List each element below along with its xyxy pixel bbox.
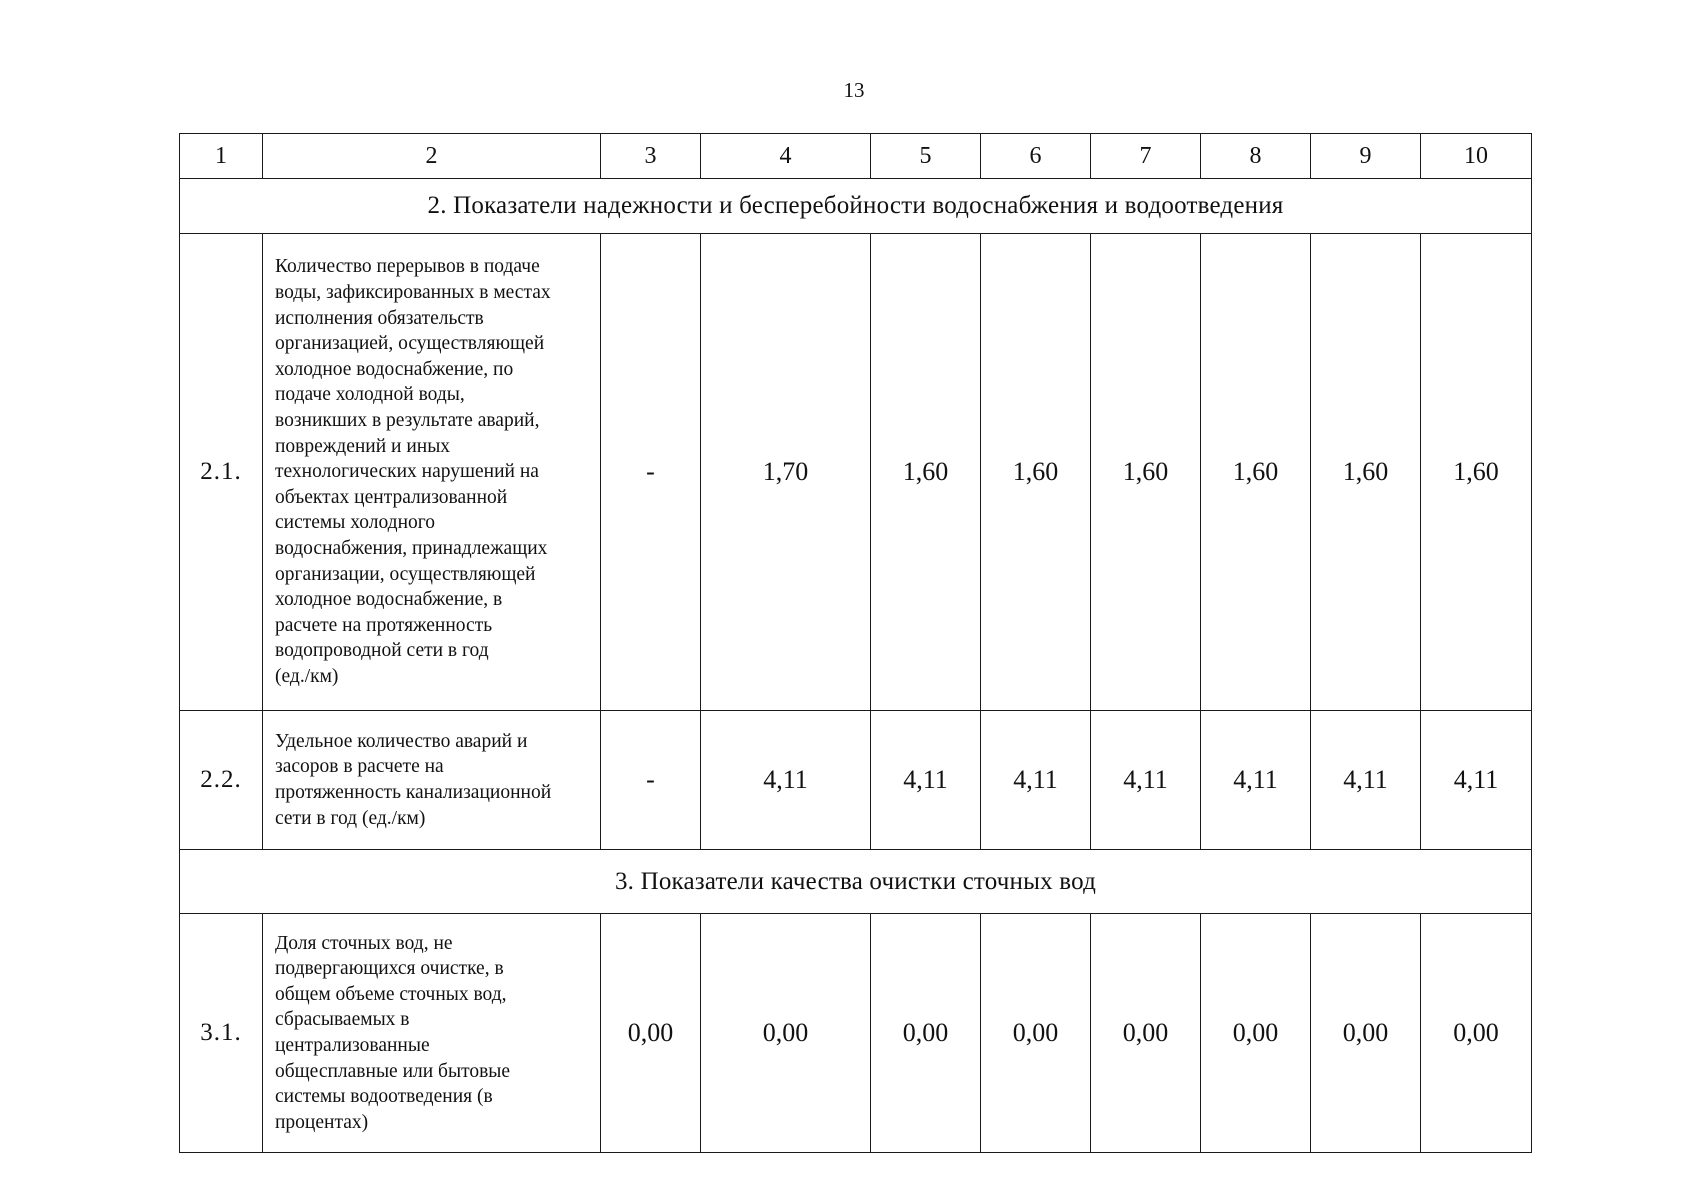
section-title: 2. Показатели надежности и бесперебойности водоснабжения и водоотведения [180, 179, 1532, 234]
value-cell: 0,00 [871, 914, 981, 1153]
column-number: 5 [871, 134, 981, 179]
column-number: 7 [1091, 134, 1201, 179]
row-number: 2.1. [180, 234, 263, 711]
value-cell: 4,11 [1201, 711, 1311, 850]
value-cell: 4,11 [1421, 711, 1532, 850]
value-cell: 0,00 [701, 914, 871, 1153]
page-number: 13 [843, 78, 865, 102]
value-cell: 0,00 [1201, 914, 1311, 1153]
column-number: 8 [1201, 134, 1311, 179]
value-cell: 1,60 [1421, 234, 1532, 711]
section-title: 3. Показатели качества очистки сточных вод [180, 850, 1532, 914]
row-description: Количество перерывов в подаче воды, зафиксированных в местах исполнения обязательств организацией, осуществляющей холодное водоснабжение, по подаче холодной воды, возникших в результате аварий, повреждений и иных технологических нарушений на объектах централизованной системы холодного водоснабжения, принадлежащих организации, осуществляющей холодное водоснабжение, в расчете на протяженность водопроводной сети в год (ед./км) [263, 234, 601, 711]
column-number: 3 [601, 134, 701, 179]
value-cell: 4,11 [981, 711, 1091, 850]
value-cell: 1,60 [1091, 234, 1201, 711]
value-cell: 1,60 [871, 234, 981, 711]
value-cell: 0,00 [601, 914, 701, 1153]
value-cell: 1,60 [1201, 234, 1311, 711]
value-cell: 1,60 [981, 234, 1091, 711]
value-cell: 0,00 [981, 914, 1091, 1153]
row-number: 2.2. [180, 711, 263, 850]
row-description: Удельное количество аварий и засоров в расчете на протяженность канализационной сети в год (ед./км) [263, 711, 601, 850]
column-number: 4 [701, 134, 871, 179]
value-cell: 1,70 [701, 234, 871, 711]
column-number: 2 [263, 134, 601, 179]
table-row [180, 234, 1532, 711]
table-row [180, 914, 1532, 1153]
value-cell: 4,11 [871, 711, 981, 850]
row-description: Доля сточных вод, не подвергающихся очистке, в общем объеме сточных вод, сбрасываемых в централизованные общесплавные или бытовые системы водоотведения (в процентах) [263, 914, 601, 1153]
section-header-row [180, 179, 1532, 234]
table-row [180, 711, 1532, 850]
value-cell: - [601, 711, 701, 850]
value-cell: 0,00 [1421, 914, 1532, 1153]
value-cell: 1,60 [1311, 234, 1421, 711]
row-number: 3.1. [180, 914, 263, 1153]
value-cell: 4,11 [1311, 711, 1421, 850]
value-cell: 0,00 [1091, 914, 1201, 1153]
column-numbers-row [180, 134, 1532, 179]
value-cell: - [601, 234, 701, 711]
value-cell: 4,11 [1091, 711, 1201, 850]
column-number: 10 [1421, 134, 1532, 179]
indicators-table [179, 133, 1532, 1153]
value-cell: 0,00 [1311, 914, 1421, 1153]
column-number: 1 [180, 134, 263, 179]
value-cell: 4,11 [701, 711, 871, 850]
section-header-row [180, 850, 1532, 914]
column-number: 6 [981, 134, 1091, 179]
column-number: 9 [1311, 134, 1421, 179]
